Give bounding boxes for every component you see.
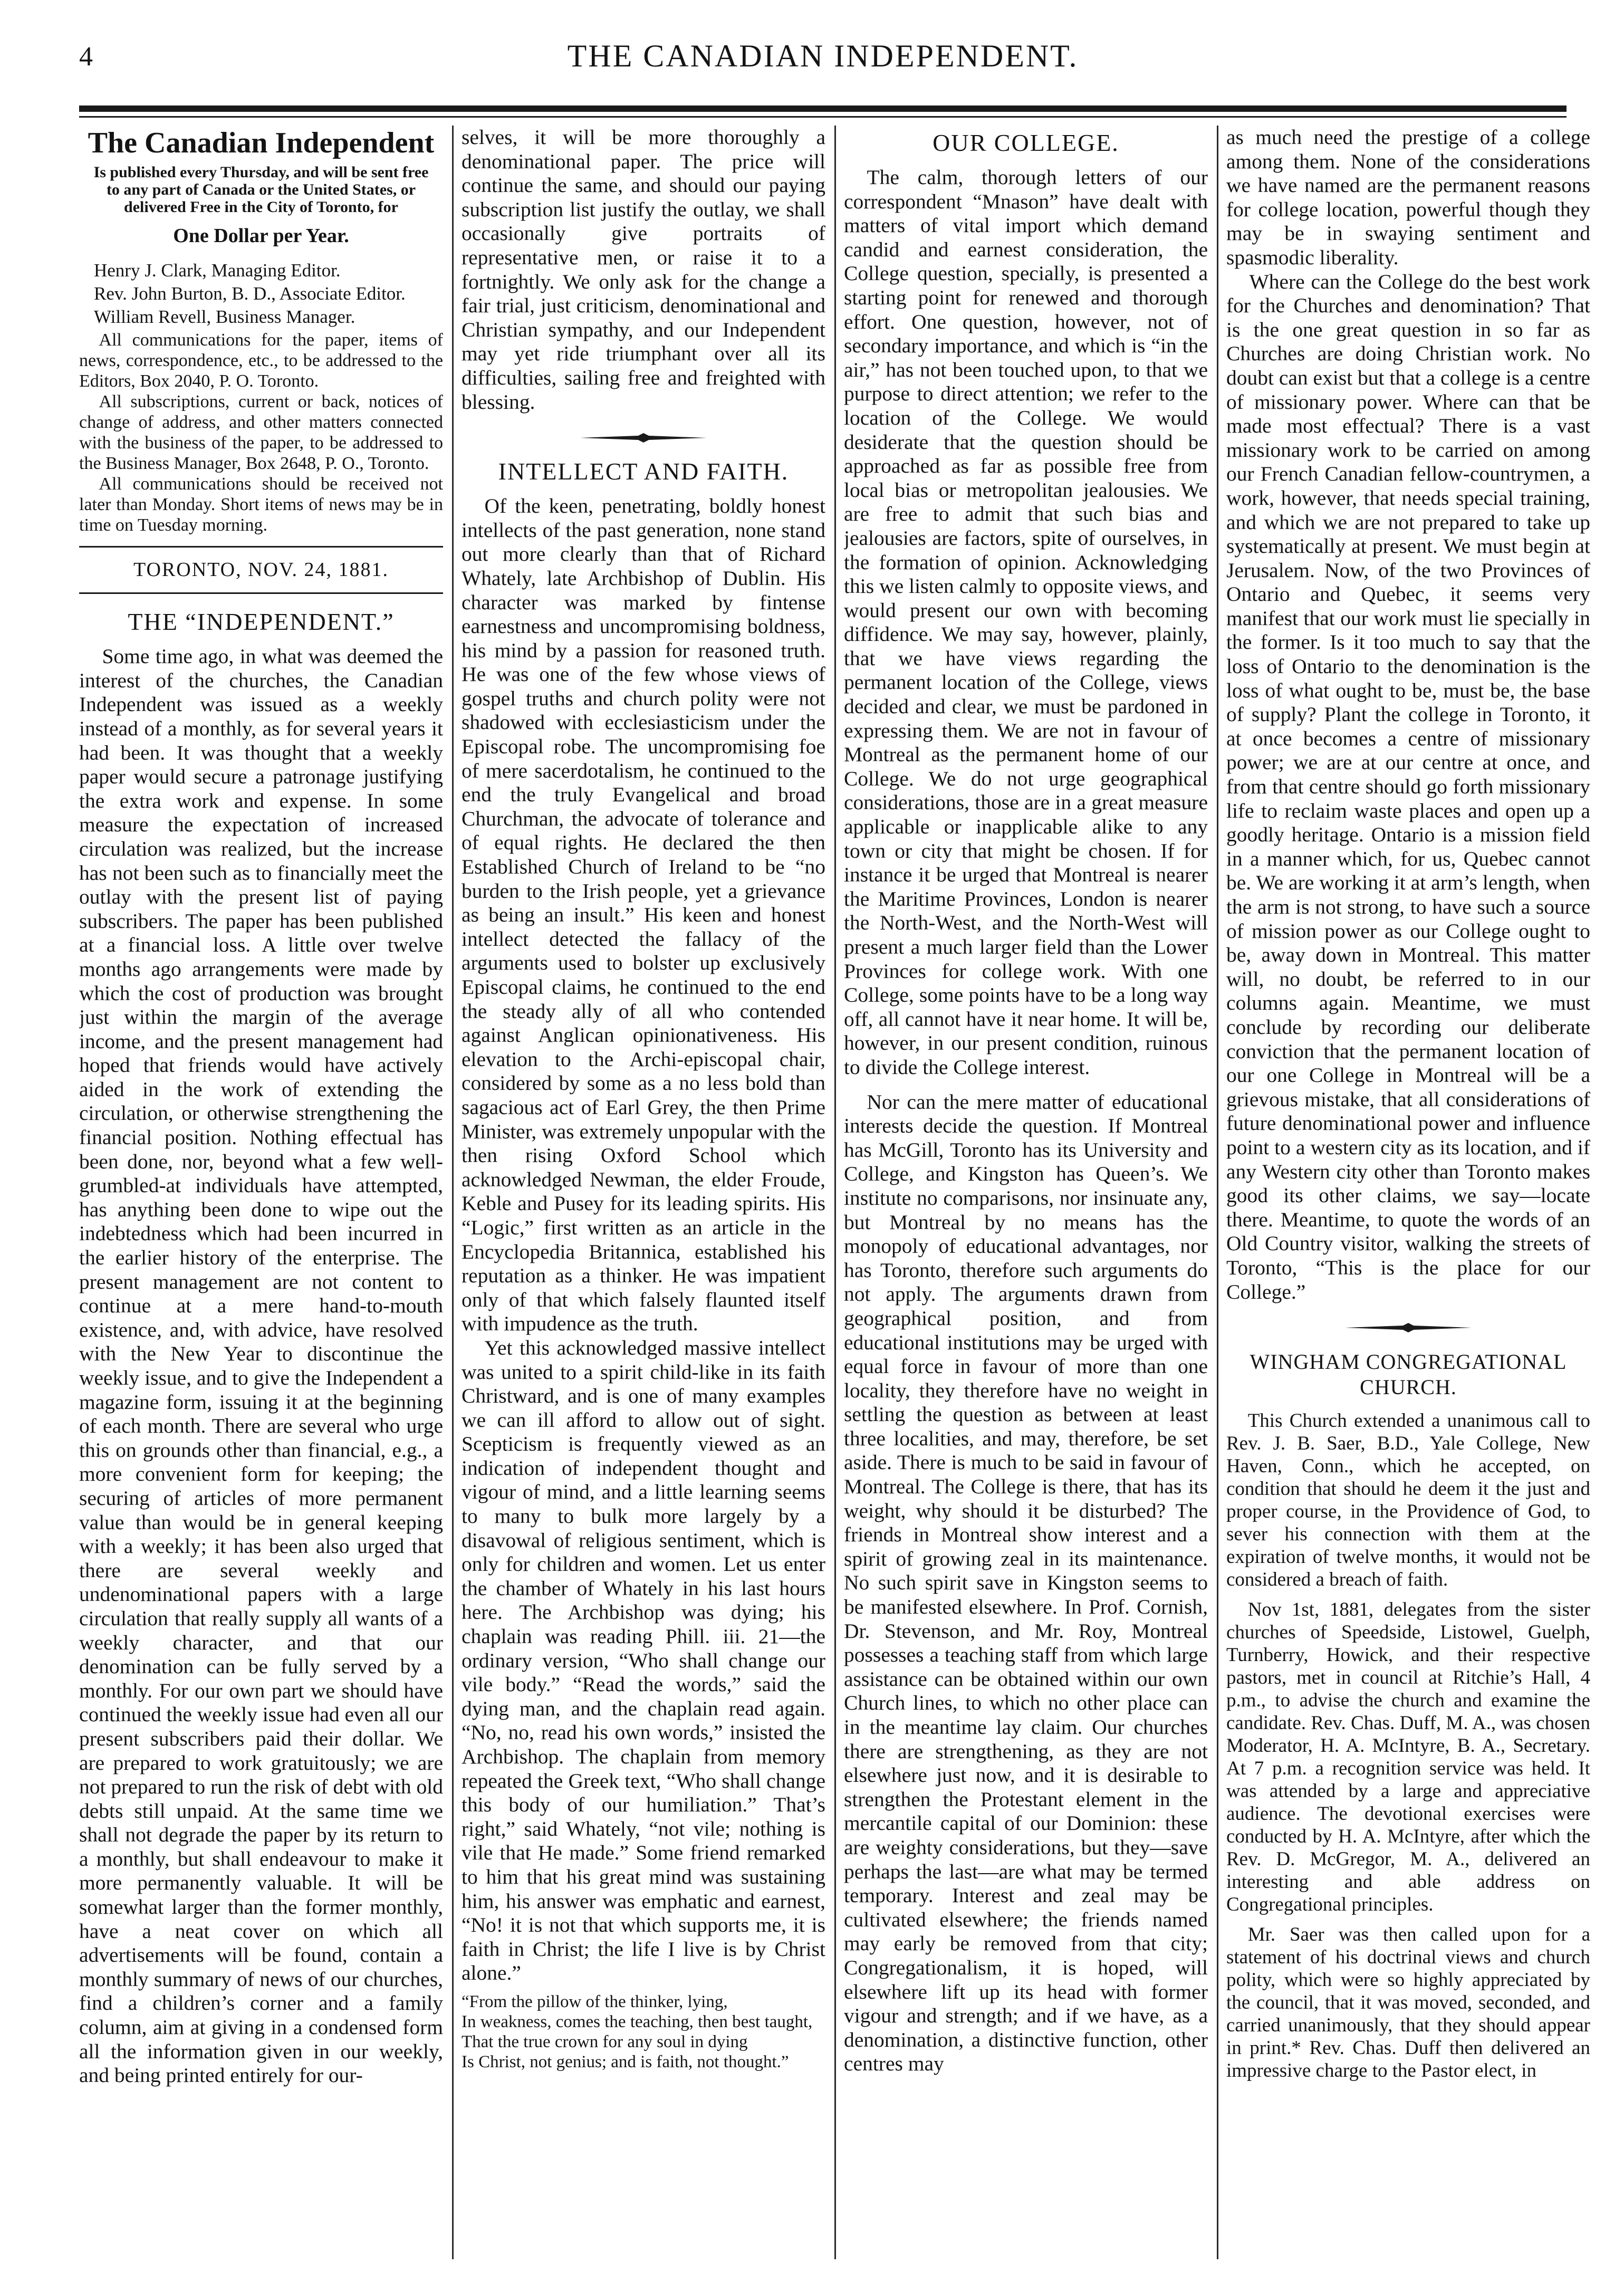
notice-deadline: All communications should be received not later than Monday. Short items of news may be in time on Tuesday morning.: [79, 474, 443, 535]
poem-line: In weakness, comes the teaching, then best taught,: [462, 2012, 813, 2031]
wingham-article-body: [1226, 1409, 1590, 2082]
staff-business-manager: William Revell, Business Manager.: [94, 306, 355, 327]
staff-associate-editor: Rev. John Burton, B. D., Associate Editor.: [94, 283, 406, 304]
column-rule: [834, 126, 836, 2259]
article-paragraph: Nor can the mere matter of educational interests decide the question. If Montreal has McGill, Toronto has its University and College, and Kingston has Queen’s. We institute no comparisons, nor insinuate any, but Montreal by no means has the monopoly of educational advantages, nor has Toronto, therefore such arguments do not apply. The arguments drawn from geographical position, and from educational institutions may be urged with equal force in favour of more than one locality, they therefore have no weight in settling the question as between at least three localities, and may, therefore, be set aside. There is much to be said in favour of Montreal. The College is there, that has its weight, why should it be disturbed? The friends in Montreal show interest and a spirit of growing zeal in its maintenance. No such spirit save in Kingston seems to be manifested elsewhere. In Prof. Cornish, Dr. Stevenson, and Mr. Roy, Montreal possesses a teaching staff from which large assistance can be obtained within our own Church lines, to which no other place can in the meantime lay claim. Our churches there are strengthening, as they are not elsewhere just now, and it is desirable to strengthen the Protestant element in the mercantile capital of our Dominion: these are weighty considerations, but they—save perhaps the last—are what may be termed temporary. Interest and zeal may be cultivated elsewhere; the friends named may early be removed from that city; Congregationalism, it is hoped, will elsewhere lift up its head with former vigour and strength; and if we have, as a denomination, a distinctive function, other centres may: [844, 1090, 1208, 2076]
article-heading-independent: THE “INDEPENDENT.”: [128, 608, 395, 636]
column-rule: [452, 126, 454, 2259]
poem: [462, 1992, 825, 2072]
article-heading-intellect: INTELLECT AND FAITH.: [498, 458, 789, 485]
article-paragraph: selves, it will be more thoroughly a denominational paper. The price will continue the same, and should our paying subscription list justify the outlay, we shall occasionally give portraits of representative men, or raise it to a fortnightly. We only ask for the change a fair trial, just criticism, denominational and Christian sympathy, and our Independent may yet ride triumphant over all its difficulties, sailing free and freighted with blessing.: [462, 126, 825, 414]
staff-managing-editor: Henry J. Clark, Managing Editor.: [94, 260, 341, 281]
column-rule: [1217, 126, 1218, 2259]
article-paragraph: This Church extended a unanimous call to Rev. J. B. Saer, B.D., Yale College, New Haven, Conn., which he accepted, on condition that should he deem it the just and proper course, in the Providence of God, to sever his connection with them at the expiration of twelve months, it would not be considered a breach of faith.: [1226, 1410, 1590, 1591]
article-paragraph: Mr. Saer was then called upon for a statement of his doctrinal views and church polity, which were so highly appreciated by the council, that it was moved, seconded, and carried unanimously, that they should appear in print.* Rev. Chas. Duff then delivered an impressive charge to the Pastor elect, in: [1226, 1924, 1590, 2082]
notice-communications: All communications for the paper, items of news, correspondence, etc., to be addressed to the Editors, Box 2040, P. O. Toronto.: [79, 330, 443, 391]
article-paragraph: The calm, thorough letters of our correspondent “Mnason” have dealt with matters of vital import which demand candid and earnest consideration, the College question, specially, is presented a starting point for renewed and thorough effort. One question, however, not of secondary importance, and which is “in the air,” has not been touched upon, to that we purpose to direct attention; we refer to the location of the College. We would desiderate that the question should be approached as far as possible free from local bias or metropolitan jealousies. We are free to admit that such bias and jealousies are factors, spite of ourselves, in the formation of opinion. Acknowledging this we listen calmly to opposite views, and would present our own with becoming diffidence. We may say, however, plainly, that we have views regarding the permanent location of the College, views decided and clear, we must be pardoned in expressing them. We are not in favour of Montreal as the permanent home of our College. We do not urge geographical considerations, those are in a great measure applicable or inapplicable alike to any town or city that might be chosen. If for instance it be urged that Montreal is nearer the Maritime Provinces, London is nearer the North-West, and the North-West will present a much larger field than the Lower Provinces for college work. With one College, some points have to be a long way off, all cannot have it near home. It will be, however, in our present condition, ruinous to divide the College interest.: [844, 166, 1208, 1079]
column-4: [1226, 126, 1590, 2259]
masthead-rule-thin: [79, 116, 1567, 118]
poem-line: Is Christ, not genius; and is faith, not thought.”: [462, 2052, 789, 2071]
masthead-rule-thick: [79, 105, 1567, 112]
subscription-price: One Dollar per Year.: [173, 225, 349, 247]
poem-line: That the true crown for any soul in dying: [462, 2032, 748, 2051]
article-paragraph: Nov 1st, 1881, delegates from the sister churches of Speedside, Listowel, Guelph, Turnberry, Howick, and their respective pastors, met in council at Ritchie’s Hall, 4 p.m., to advise the church and examine the candidate. Rev. Chas. Duff, M. A., was chosen Moderator, H. A. McIntyre, B. A., Secretary. At 7 p.m. a recognition service was held. It was attended by a large and appreciative audience. The devotional exercises were conducted by H. A. McIntyre, after which the Rev. D. McGregor, M. A., delivered an interesting and able address on Congregational principles.: [1226, 1599, 1590, 1916]
dateline: TORONTO, NOV. 24, 1881.: [133, 558, 389, 581]
ornament-rule-icon: [1340, 1322, 1477, 1333]
article-paragraph: Yet this acknowledged massive intellect was united to a spirit child-like in its faith Christward, and is one of many examples we can ill afford to allow out of sight. Scepticism is frequently viewed as an indication of independent thought and vigour of mind, and a little learning seems to many to bulk more largely by a disavowal of religious sentiment, which is only for children and women. Let us enter the chamber of Whately in his last hours here. The Archbishop was dying; his chaplain was reading Phill. iii. 21—the ordinary version, “Who shall change our vile body.” “Read the words,” said the dying man, and the chaplain read again. “No, no, read his own words,” insisted the Archbishop. The chaplain from memory repeated the Greek text, “Who shall change this body of our humiliation.” That’s right,” said Whately, “not vile; nothing is vile that He made.” Some friend remarked to him that his great mind was sustaining him, his answer was emphatic and earnest, “No! it is not that which supports me, it is faith in Christ; the life I live is by Christ alone.”: [462, 1336, 825, 1985]
poem-line: “From the pillow of the thinker, lying,: [462, 1992, 728, 2011]
paper-name: THE CANADIAN INDEPENDENT.: [567, 39, 1079, 73]
notice-subscriptions: All subscriptions, current or back, notices of change of address, and other matters connected with the business of the paper, to be addressed to the Business Manager, Box 2648, P. O., Toronto.: [79, 391, 443, 473]
article-paragraph: Of the keen, penetrating, boldly honest intellects of the past generation, none stand out more clearly than that of Richard Whately, late Archbishop of Dublin. His character was marked by fintense earnestness and uncompromising boldness, his mind by a passion for reasoned truth. He was one of the few whose views of gospel truths and church polity were not shadowed with ecclesiasticism under the Episcopal robe. The uncompromising foe of mere sacerdotalism, he continued to the end the truly Evangelical and broad Churchman, the advocate of tolerance and of equal rights. He declared the then Established Church of Ireland to be “no burden to the Irish people, yet a grievance as being an insult.” His keen and honest intellect detected the fallacy of the arguments used to bolster up exclusively Episcopal claims, he continued to the end the steady ally of all who contended against Anglican opinionativeness. His elevation to the Archi-episcopal chair, considered by some as a no less bold than sagacious act of Earl Grey, the then Prime Minister, was extremely unpopular with the then rising Oxford School which acknowledged Newman, the elder Froude, Keble and Pusey for its leading spirits. His “Logic,” first written as an article in the Encyclopedia Britannica, established his reputation as a thinker. He was impatient only of that which falsely flaunted itself with impudence as the truth.: [462, 494, 825, 1336]
ornament-rule-icon: [575, 432, 712, 444]
article-paragraph: Some time ago, in what was deemed the interest of the churches, the Canadian Independent was issued as a weekly instead of a monthly, as for several years it had been. It was thought that a weekly paper would secure a patronage justifying the extra work and expense. In some measure the expectation of increased circulation was realized, but the increase has not been such as to financially meet the outlay with the present list of paying subscribers. The paper has been published at a financial loss. A little over twelve months ago arrangements were made by which the cost of production was brought just within the margin of the average income, and the present management had hoped that friends would have actively aided in the work of extending the circulation, or otherwise strengthening the financial position. Nothing effectual has been done, nor, beyond what a few well-grumbled-at individuals have attempted, has anything been done to wipe out the indebtedness which had been incurred in the earlier history of the enterprise. The present management are not content to continue at a mere hand-to-mouth existence, and, with advice, have resolved with the New Year to discontinue the weekly issue, and to give the Independent a magazine form, issuing it at the beginning of each month. There are several who urge this on grounds other than financial, e.g., a more convenient form for keeping; the securing of articles of more permanent value than would be in general keeping with a weekly; it has been also urged that there are several weekly and undenominational papers with a large circulation that really supply all wants of a weekly character, and that our denomination can be fully served by a monthly. For our own part we should have continued the weekly issue had even all our present subscribers paid their dollar. We are prepared to work gratuitously; we are not prepared to run the risk of debt with old debts still unpaid. At the same time we shall not degrade the paper by its return to a monthly, but shall endeavour to make it more permanently valuable. It will be somewhat larger than the former monthly, have a neat cover on which all advertisements will be found, contain a monthly summary of news of our churches, find a children’s corner and a family column, aim at giving in a condensed form all the information given in our weekly, and being printed entirely for our-: [79, 645, 443, 2087]
article-heading-wingham: WINGHAM CONGREGATIONAL CHURCH.: [1250, 1350, 1567, 1399]
page-number: 4: [79, 42, 93, 72]
article-paragraph: Where can the College do the best work for the Churches and denomination? That is the one great question in so far as Churches are doing Christian work. No doubt can exist but that a college is a centre of missionary power. Where can that be made most effectual? There is a vast missionary work to be carried on among our French Canadian fellow-countrymen, a work, however, that needs special training, and which we are not prepared to take up systematically at present. We must begin at Jerusalem. Now, of the two Provinces of Ontario and Quebec, it seems very manifest that our work must lie specially in the former. Is it too much to say that the loss of Ontario to the denomination is the loss of what ought to be, must be, the base of supply? Plant the college in Toronto, it at once becomes a centre of missionary power; we are at our centre at once, and from that centre should go forth missionary life to reclaim waste places and open up a goodly heritage. Ontario is a mission field in a manner which, for us, Quebec cannot be. We are working it at arm’s length, when the arm is not strong, to have such a source of mission power as our College ought to be, away down in Montreal. This matter will, no doubt, be referred to in our columns again. Meantime, we must conclude by recording our deliberate conviction that the permanent location of our one College in Montreal will be a grievous mistake, that all considerations of future denominational power and influence point to a western city as its location, and if any Western city other than Toronto makes good its other claims, we say—locate there. Meantime, to quote the words of an Old Country visitor, walking the streets of Toronto, “This is the place for our College.”: [1226, 270, 1590, 1303]
publication-title: The Canadian Independent: [88, 127, 435, 159]
publication-box: [79, 126, 443, 535]
article-paragraph: as much need the prestige of a college among them. None of the considerations we have named are the permanent reasons for college location, powerful though they may be in swaying sentiment and spasmodic liberality.: [1226, 126, 1590, 269]
column-2: [462, 126, 825, 2259]
publication-note: Is published every Thursday, and will be sent free to any part of Canada or the United States, or delivered Free in the City of Toronto, for: [93, 164, 429, 216]
column-1: [79, 126, 443, 2259]
column-3: [844, 126, 1208, 2259]
divider: [79, 592, 443, 594]
masthead: [79, 32, 1567, 90]
divider: [79, 546, 443, 548]
article-heading-college: OUR COLLEGE.: [933, 129, 1119, 156]
